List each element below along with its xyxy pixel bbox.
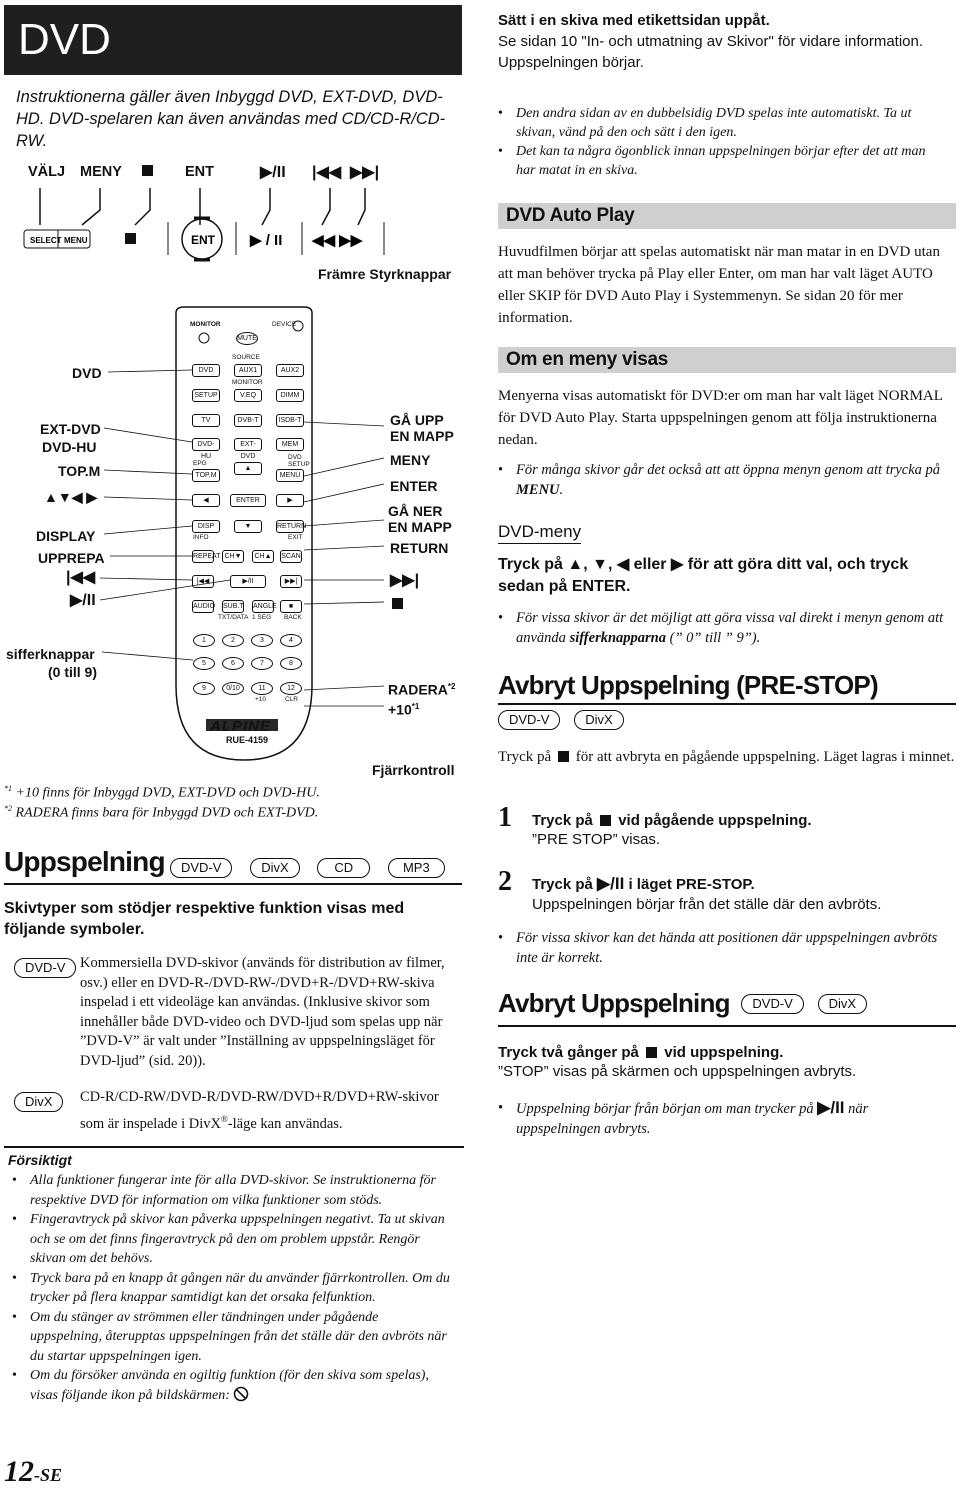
- caution-item: • Om du försöker använda en ogiltig funktion (för den skiva som spelas), visas följande ikon på bildskärmen:: [12, 1366, 452, 1405]
- panel-ent: ENT: [191, 233, 215, 247]
- badge-dvdv: DVD-V: [170, 858, 232, 878]
- remote-angle[interactable]: ANGLE: [252, 600, 274, 613]
- left-label-display: DISPLAY: [36, 528, 96, 544]
- stop-header: Avbryt Uppspelning DVD-V DivX: [498, 988, 958, 1019]
- step-2-number: 2: [498, 866, 512, 897]
- playback-subtitle: Skivtyper som stödjer respektive funktion visas med följande symboler.: [4, 900, 405, 938]
- remote-enter[interactable]: ENTER: [230, 494, 266, 507]
- left-label-dvdhu: DVD-HU: [42, 439, 97, 455]
- remote-tv[interactable]: TV: [192, 414, 220, 427]
- remote-playpause[interactable]: ▶/II: [230, 575, 266, 588]
- remote-back-label: BACK: [284, 614, 302, 621]
- label-meny: MENY: [80, 164, 122, 180]
- remote-setup[interactable]: SETUP: [192, 389, 220, 402]
- remote-ch-up[interactable]: CH▲: [252, 550, 274, 563]
- playback-badges: [170, 858, 445, 878]
- svg-text:▶ / II: ▶ / II: [250, 232, 283, 249]
- remote-mute[interactable]: MUTE: [236, 332, 258, 345]
- remote-down[interactable]: ▼: [234, 520, 262, 533]
- remote-model: RUE-4159: [226, 735, 269, 745]
- dvd-menu-title: DVD-meny: [498, 522, 581, 544]
- remote-repeat[interactable]: REPEAT: [192, 550, 214, 563]
- remote-dvbt[interactable]: DVB-T: [234, 414, 262, 427]
- dvdv-description: Kommersiella DVD-skivor (används för distribution av filmer, osv.) eller en DVD-R-/DVD-RW-/DVD+R-/DVD+RW-skiva inspelad i ett videoläge kan användas. (Inklusive skivor som innehåller både DVD-video och DVD-ljud som spelas upp när ”DVD-V” är valt under ”Inställning av uppspelningsläget för DVD-ljud” (sid. 20)).: [80, 955, 445, 1069]
- right-label-return: RETURN: [390, 540, 449, 556]
- remote-return[interactable]: RETURN: [276, 520, 304, 533]
- remote-num-12[interactable]: 12: [280, 682, 302, 695]
- next-track-icon: ▶▶|: [350, 164, 380, 181]
- menu-notes: [498, 460, 948, 500]
- previous-track-icon: |◀◀: [66, 569, 96, 586]
- badge-dvdv: DVD-V: [741, 994, 803, 1014]
- remote-monitor2-label: MONITOR: [232, 379, 263, 386]
- remote-monitor-label: MONITOR: [190, 321, 221, 328]
- remote-num-10[interactable]: 0/10: [222, 682, 244, 695]
- insert-note: • Det kan ta några ögonblick innan uppspelningen börjar efter det att man har matat in en skiva.: [498, 142, 948, 180]
- remote-num-5[interactable]: 5: [193, 657, 215, 670]
- remote-scan[interactable]: SCAN: [280, 550, 302, 563]
- remote-aux1[interactable]: AUX1: [234, 364, 262, 377]
- right-label-enmapp1: EN MAPP: [390, 428, 454, 444]
- divx-badge-row: DivX: [14, 1092, 63, 1112]
- badge-divx: DivX: [574, 710, 623, 730]
- remote-num-9[interactable]: 9: [193, 682, 215, 695]
- right-label-enmapp2: EN MAPP: [388, 519, 452, 535]
- label-front: Främre Styrknappar: [318, 266, 452, 282]
- arrows-icon: ▲▼◀ ▶: [44, 489, 98, 505]
- remote-exit-label: EXIT: [288, 534, 303, 541]
- stop-square-icon: [392, 596, 403, 613]
- stop-instruction: Tryck två gånger på vid uppspelning. ”STOP” visas på skärmen och uppspelningen avbryts.: [498, 1044, 857, 1080]
- prestop-text: Tryck på för att avbryta en pågående uppspelning. Läget lagras i minnet.: [498, 749, 955, 765]
- page-title: DVD: [4, 5, 462, 75]
- caution-title: Försiktigt: [8, 1152, 72, 1168]
- prestop-note: • För vissa skivor kan det hända att positionen där uppspelningen avbröts inte är korrekt.: [498, 928, 948, 968]
- remote-num-1[interactable]: 1: [193, 634, 215, 647]
- remote-source-label: SOURCE: [232, 354, 260, 361]
- stop-icon: [142, 164, 153, 180]
- panel-select: SELECT: [30, 236, 62, 245]
- remote-brand: ALPINE: [210, 718, 272, 735]
- left-label-topm: TOP.M: [58, 463, 101, 479]
- remote-topm[interactable]: TOP.M: [192, 469, 220, 482]
- remote-dimm[interactable]: DIMM: [276, 389, 304, 402]
- step-1: Tryck på vid pågående uppspelning. ”PRE STOP” visas.: [532, 812, 812, 848]
- insert-note: • Den andra sidan av en dubbelsidig DVD spelas inte automatiskt. Ta ut skivan, vänd på den och sätt i den igen.: [498, 104, 948, 142]
- badge-divx: DivX: [818, 994, 867, 1014]
- remote-aux2[interactable]: AUX2: [276, 364, 304, 377]
- remote-veq[interactable]: V.EQ: [234, 389, 262, 402]
- caution-list: [12, 1171, 452, 1405]
- insert-notes: [498, 104, 948, 180]
- footnote-1: $^{*1}$ +10 finns för Inbyggd DVD, EXT-DVD och DVD-HU.: [4, 784, 320, 801]
- badge-divx: DivX: [250, 858, 299, 878]
- insert-text: [498, 10, 948, 73]
- section-dvd-auto-play: DVD Auto Play: [498, 203, 956, 229]
- remote-audio[interactable]: AUDIO: [192, 600, 214, 613]
- caution-item: • Om du stänger av strömmen eller tändningen under pågående uppspelning, återupptas uppspelningen från det ställe där den avbröts när du startar uppspelningen igen.: [12, 1308, 452, 1367]
- dvd-menu-notes: [498, 608, 948, 648]
- dvd-menu-note: • För vissa skivor är det möjligt att göra vissa val direkt i menyn genom att använda sifferknapparna (” 0” till ” 9”).: [498, 608, 948, 648]
- footnote-2: $^{*2}$ RADERA finns bara för Inbyggd DVD och EXT-DVD.: [4, 804, 319, 821]
- remote-num-6[interactable]: 6: [222, 657, 244, 670]
- remote-info-label: INFO: [193, 534, 209, 541]
- stop-notes: [498, 1098, 948, 1139]
- section-menu: Om en meny visas: [498, 347, 956, 373]
- left-label-dvd: DVD: [72, 365, 102, 381]
- menu-note: • För många skivor går det också att att öppna menyn genom att trycka på MENU.: [498, 460, 948, 500]
- label-fjarrkontroll: Fjärrkontroll: [372, 762, 455, 778]
- remote-subt[interactable]: SUB.T: [222, 600, 244, 613]
- remote-prev[interactable]: |◀◀: [192, 575, 214, 588]
- prohibited-icon: [233, 1386, 249, 1402]
- left-label-extdvd: EXT-DVD: [40, 421, 101, 437]
- intro-text: Instruktionerna gäller även Inbyggd DVD, EXT-DVD, DVD-HD. DVD-spelaren kan även användas med CD/CD-R/CD-RW.: [16, 88, 446, 150]
- remote-num-3[interactable]: 3: [251, 634, 273, 647]
- remote-extdvd[interactable]: EXT-DVD: [234, 438, 262, 451]
- left-label-siffer: sifferknappar: [6, 646, 95, 662]
- auto-play-text: Huvudfilmen börjar att spelas automatiskt när man matar in en DVD utan att man behöver trycka på Play eller Enter, om man har valt läget AUTO eller SKIP för DVD Auto Play i Systemmenyn. Se sidan 20 för mer information.: [498, 244, 940, 326]
- remote-isdbt[interactable]: ISDB-T: [276, 414, 304, 427]
- caution-item: • Alla funktioner fungerar inte för alla DVD-skivor. Se instruktionerna för respektive DVD för information om vilka funktioner som stöds.: [12, 1171, 452, 1210]
- prestop-title: Avbryt Uppspelning (PRE-STOP): [498, 670, 878, 700]
- playback-title: Uppspelning: [4, 846, 165, 877]
- step-2: Tryck på ▶/II i läget PRE-STOP. Uppspelningen börjar från det ställe där den avbröts.: [532, 874, 882, 913]
- right-label-meny: MENY: [390, 452, 431, 468]
- remote-dvdhu[interactable]: DVD-HU: [192, 438, 220, 451]
- right-label-gaupp: GÅ UPP: [390, 412, 444, 428]
- remote-right[interactable]: ▶: [276, 494, 304, 507]
- remote-num-11[interactable]: 11: [251, 682, 273, 695]
- play-pause-icon: ▶/II: [260, 164, 286, 181]
- remote-device-label: DEVICE: [272, 321, 297, 328]
- dvd-menu-instruction: Tryck på ▲, ▼, ◀ eller ▶ för att göra ditt val, och tryck sedan på ENTER.: [498, 556, 909, 595]
- remote-num-2[interactable]: 2: [222, 634, 244, 647]
- left-label-till: (0 till 9): [48, 664, 98, 680]
- badge-mp3: MP3: [388, 858, 445, 878]
- insert-result: Uppspelningen börjar.: [498, 54, 644, 71]
- insert-reference: Se sidan 10 "In- och utmatning av Skivor" för vidare information.: [498, 33, 924, 50]
- page-number: 12-SE: [4, 1455, 63, 1488]
- right-label-ganer: GÅ NER: [388, 503, 443, 519]
- remote-stop[interactable]: ■: [280, 600, 302, 613]
- badge-cd: CD: [317, 858, 370, 878]
- remote-left[interactable]: ◀: [192, 494, 220, 507]
- remote-num-4[interactable]: 4: [280, 634, 302, 647]
- label-ent: ENT: [185, 164, 214, 180]
- remote-up[interactable]: ▲: [234, 462, 262, 475]
- divx-description: CD-R/CD-RW/DVD-R/DVD-RW/DVD+R/DVD+RW-skivor som är inspelade i DivX®-läge kan användas.: [80, 1089, 439, 1132]
- remote-num-7[interactable]: 7: [251, 657, 273, 670]
- previous-track-icon: |◀◀: [312, 164, 342, 181]
- stop-note: • Uppspelning börjar från början om man trycker på ▶/II när uppspelningen avbryts.: [498, 1098, 948, 1139]
- right-label-enter: ENTER: [390, 478, 438, 494]
- right-label-plus10: $+10^{*1}$: [388, 701, 420, 718]
- remote-dvdsetup-label: DVD SETUP: [288, 454, 310, 468]
- prestop-badges: [498, 710, 624, 730]
- remote-num-8[interactable]: 8: [280, 657, 302, 670]
- remote-dvd[interactable]: DVD: [192, 364, 220, 377]
- insert-step: Sätt i en skiva med etikettsidan uppåt.: [498, 12, 770, 29]
- remote-disp[interactable]: DISP: [192, 520, 220, 533]
- caution-item: • Fingeravtryck på skivor kan påverka uppspelningen negativt. Ta ut skivan och se om det finns fingeravtryck på den om problem uppstår. Rengör skivan om det behövs.: [12, 1210, 452, 1269]
- remote-menu[interactable]: MENU: [276, 469, 304, 482]
- prestop-notes: [498, 928, 948, 968]
- remote-clr-label: CLR: [285, 696, 299, 703]
- step-1-number: 1: [498, 802, 512, 833]
- remote-next[interactable]: ▶▶|: [280, 575, 302, 588]
- badge-dvdv: DVD-V: [498, 710, 560, 730]
- play-pause-icon: ▶/II: [70, 592, 96, 609]
- next-track-icon: ▶▶|: [390, 572, 420, 589]
- remote-mem[interactable]: MEM: [276, 438, 304, 451]
- panel-menu: MENU: [64, 236, 88, 245]
- label-valj: VÄLJ: [28, 164, 66, 180]
- remote-txt-label: TXT/DATA: [218, 614, 249, 621]
- remote-seg-label: 1 SEG: [252, 614, 272, 621]
- svg-text:◀◀ ▶▶: ◀◀ ▶▶: [312, 232, 363, 249]
- left-label-upprepa: UPPREPA: [38, 550, 105, 566]
- right-label-radera: RADERA$^{*2}$: [388, 681, 456, 698]
- remote-epg-label: EPG: [193, 460, 207, 467]
- remote-plus10-label: +10: [255, 696, 267, 703]
- remote-ch-down[interactable]: CH▼: [222, 550, 244, 563]
- caution-item: • Tryck bara på en knapp åt gången när du använder fjärrkontrollen. Om du trycker på flera knappar samtidigt kan det orsaka felfunktion.: [12, 1269, 452, 1308]
- dvdv-badge-row: DVD-V: [14, 958, 76, 978]
- menu-text: Menyerna visas automatiskt för DVD:er om man har valt läget NORMAL för DVD Auto Play. Starta uppspelningen genom att följa instruktionerna nedan.: [498, 388, 943, 448]
